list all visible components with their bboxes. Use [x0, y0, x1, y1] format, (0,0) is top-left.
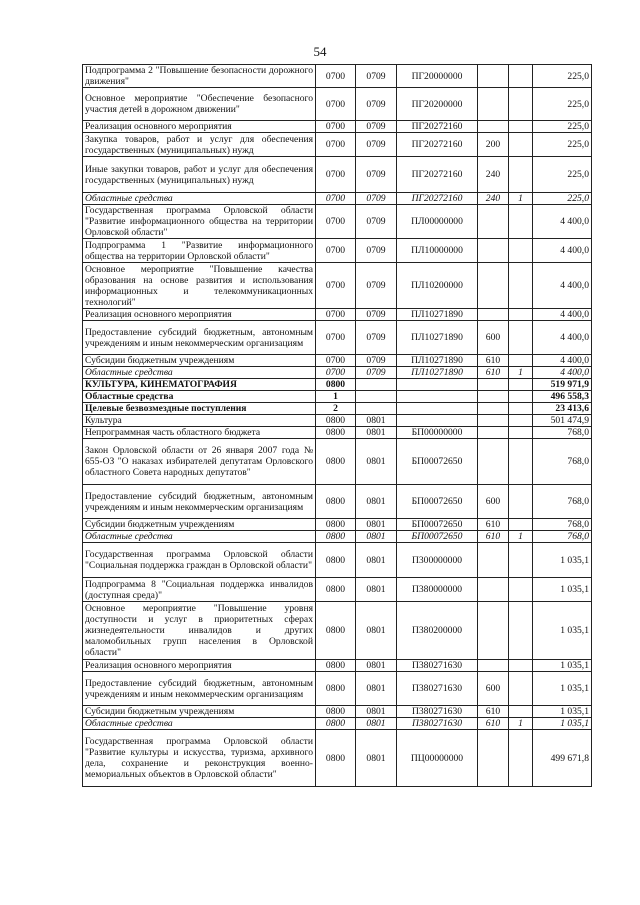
cell-expense-type: 610	[478, 519, 509, 531]
cell-subsection: 0709	[356, 65, 397, 88]
cell-target-article: БП00072650	[397, 519, 478, 531]
cell-target-article	[397, 391, 478, 403]
cell-amount: 4 400,0	[533, 367, 592, 379]
cell-expense-type: 240	[478, 193, 509, 205]
cell-subsection: 0709	[356, 367, 397, 379]
table-row	[83, 578, 592, 602]
cell-expense-type: 610	[478, 706, 509, 718]
cell-name: Областные средства	[83, 391, 316, 403]
cell-funding-source	[509, 391, 533, 403]
cell-subsection: 0801	[356, 672, 397, 706]
cell-section: 0800	[316, 660, 356, 672]
cell-amount: 1 035,1	[533, 602, 592, 660]
cell-subsection: 0801	[356, 519, 397, 531]
cell-name: Основное мероприятие "Повышение уровня доступности и услуг в приоритетных сферах жизнедеятельности инвалидов и других маломобильных групп населения в Орловской области"	[83, 602, 316, 660]
cell-funding-source: 1	[509, 718, 533, 730]
table-row	[83, 133, 592, 157]
cell-name: Государственная программа Орловской области "Развитие культуры и искусства, туризма, архивного дела, сохранение и реконструкция военно-мемориальных объектов в Орловской области"	[83, 730, 316, 787]
cell-amount: 4 400,0	[533, 239, 592, 263]
cell-target-article: ПГ20272160	[397, 133, 478, 157]
cell-target-article: ПЛ10271890	[397, 321, 478, 355]
cell-name: Субсидии бюджетным учреждениям	[83, 706, 316, 718]
cell-funding-source	[509, 88, 533, 121]
cell-name: Государственная программа Орловской области "Социальная поддержка граждан в Орловской области"	[83, 543, 316, 578]
cell-target-article: ПГ20272160	[397, 121, 478, 133]
table-row	[83, 415, 592, 427]
cell-name: Культура	[83, 415, 316, 427]
cell-expense-type: 240	[478, 157, 509, 193]
cell-subsection: 0801	[356, 485, 397, 519]
budget-table	[82, 64, 592, 787]
cell-name: Реализация основного мероприятия	[83, 660, 316, 672]
cell-target-article: ПГ20200000	[397, 88, 478, 121]
cell-funding-source	[509, 205, 533, 239]
cell-name: Предоставление субсидий бюджетным, автономным учреждениям и иным некоммерческим организациям	[83, 485, 316, 519]
cell-name: КУЛЬТУРА, КИНЕМАТОГРАФИЯ	[83, 379, 316, 391]
table-row	[83, 602, 592, 660]
cell-target-article: П380271630	[397, 660, 478, 672]
cell-amount: 496 558,3	[533, 391, 592, 403]
cell-name: Подпрограмма 8 "Социальная поддержка инвалидов (доступная среда)"	[83, 578, 316, 602]
cell-section: 0700	[316, 205, 356, 239]
cell-target-article: ПГ20272160	[397, 193, 478, 205]
cell-name: Реализация основного мероприятия	[83, 309, 316, 321]
cell-section: 2	[316, 403, 356, 415]
cell-target-article: ПЛ10271890	[397, 309, 478, 321]
cell-target-article: П380271630	[397, 706, 478, 718]
cell-amount: 4 400,0	[533, 205, 592, 239]
cell-expense-type: 600	[478, 321, 509, 355]
cell-amount: 768,0	[533, 485, 592, 519]
cell-expense-type	[478, 88, 509, 121]
cell-section: 0700	[316, 367, 356, 379]
table-row	[83, 367, 592, 379]
cell-funding-source	[509, 415, 533, 427]
cell-subsection: 0709	[356, 88, 397, 121]
table-row	[83, 519, 592, 531]
cell-expense-type	[478, 427, 509, 439]
cell-funding-source	[509, 730, 533, 787]
cell-amount: 23 413,6	[533, 403, 592, 415]
table-row	[83, 379, 592, 391]
cell-subsection: 0801	[356, 543, 397, 578]
cell-subsection	[356, 403, 397, 415]
table-row	[83, 88, 592, 121]
cell-amount: 225,0	[533, 121, 592, 133]
cell-target-article: ПЛ10271890	[397, 367, 478, 379]
cell-name: Субсидии бюджетным учреждениям	[83, 355, 316, 367]
cell-name: Предоставление субсидий бюджетным, автономным учреждениям и иным некоммерческим организациям	[83, 321, 316, 355]
cell-amount: 225,0	[533, 157, 592, 193]
cell-section: 0800	[316, 706, 356, 718]
cell-amount: 1 035,1	[533, 543, 592, 578]
cell-funding-source	[509, 706, 533, 718]
cell-section: 0800	[316, 519, 356, 531]
cell-section: 0800	[316, 602, 356, 660]
cell-amount: 1 035,1	[533, 706, 592, 718]
cell-amount: 4 400,0	[533, 309, 592, 321]
cell-subsection: 0801	[356, 415, 397, 427]
cell-name: Областные средства	[83, 718, 316, 730]
cell-funding-source	[509, 543, 533, 578]
cell-funding-source	[509, 355, 533, 367]
cell-funding-source	[509, 485, 533, 519]
cell-expense-type	[478, 543, 509, 578]
cell-name: Областные средства	[83, 367, 316, 379]
cell-funding-source	[509, 263, 533, 309]
table-row	[83, 531, 592, 543]
cell-section: 0800	[316, 427, 356, 439]
cell-target-article: БП00072650	[397, 485, 478, 519]
table-row	[83, 205, 592, 239]
cell-amount: 499 671,8	[533, 730, 592, 787]
cell-section: 0800	[316, 730, 356, 787]
cell-name: Подпрограмма 1 "Развитие информационного общества на территории Орловской области"	[83, 239, 316, 263]
cell-subsection: 0801	[356, 531, 397, 543]
table-row	[83, 309, 592, 321]
table-row	[83, 439, 592, 485]
cell-expense-type	[478, 660, 509, 672]
cell-target-article: П380200000	[397, 602, 478, 660]
cell-expense-type: 610	[478, 718, 509, 730]
cell-section: 0800	[316, 672, 356, 706]
table-row	[83, 718, 592, 730]
cell-expense-type	[478, 439, 509, 485]
cell-funding-source	[509, 157, 533, 193]
cell-expense-type	[478, 415, 509, 427]
cell-section: 0700	[316, 157, 356, 193]
cell-section: 0700	[316, 88, 356, 121]
cell-target-article	[397, 379, 478, 391]
table-row	[83, 65, 592, 88]
cell-amount: 1 035,1	[533, 672, 592, 706]
cell-expense-type	[478, 121, 509, 133]
table-row	[83, 239, 592, 263]
table-row	[83, 485, 592, 519]
cell-subsection: 0709	[356, 205, 397, 239]
cell-expense-type	[478, 379, 509, 391]
cell-funding-source	[509, 403, 533, 415]
cell-section: 0700	[316, 65, 356, 88]
cell-section: 0700	[316, 121, 356, 133]
table-row	[83, 427, 592, 439]
cell-expense-type: 610	[478, 531, 509, 543]
cell-section: 0800	[316, 718, 356, 730]
table-row	[83, 263, 592, 309]
cell-expense-type	[478, 391, 509, 403]
cell-amount: 1 035,1	[533, 578, 592, 602]
cell-subsection: 0709	[356, 193, 397, 205]
cell-target-article: ПЛ00000000	[397, 205, 478, 239]
cell-funding-source: 1	[509, 367, 533, 379]
cell-section: 0800	[316, 379, 356, 391]
cell-funding-source	[509, 379, 533, 391]
cell-target-article: БП00000000	[397, 427, 478, 439]
cell-section: 0700	[316, 309, 356, 321]
cell-amount: 768,0	[533, 531, 592, 543]
cell-name: Областные средства	[83, 193, 316, 205]
cell-name: Государственная программа Орловской области "Развитие информационного общества на территории Орловской области"	[83, 205, 316, 239]
cell-subsection: 0801	[356, 439, 397, 485]
cell-expense-type	[478, 263, 509, 309]
cell-subsection: 0801	[356, 427, 397, 439]
cell-section: 0700	[316, 193, 356, 205]
cell-section: 0800	[316, 543, 356, 578]
cell-subsection: 0709	[356, 309, 397, 321]
table-row	[83, 672, 592, 706]
cell-subsection: 0801	[356, 718, 397, 730]
cell-name: Подпрограмма 2 "Повышение безопасности дорожного движения"	[83, 65, 316, 88]
cell-target-article: ПЛ10200000	[397, 263, 478, 309]
cell-funding-source	[509, 439, 533, 485]
table-row	[83, 543, 592, 578]
cell-funding-source	[509, 427, 533, 439]
cell-name: Основное мероприятие "Повышение качества образования на основе развития и использования информационных и телекоммуникационных технологий"	[83, 263, 316, 309]
table-row	[83, 321, 592, 355]
cell-funding-source	[509, 519, 533, 531]
table-row	[83, 391, 592, 403]
cell-funding-source: 1	[509, 531, 533, 543]
cell-section: 0700	[316, 355, 356, 367]
cell-name: Субсидии бюджетным учреждениям	[83, 519, 316, 531]
cell-subsection: 0709	[356, 263, 397, 309]
cell-amount: 519 971,9	[533, 379, 592, 391]
table-row	[83, 403, 592, 415]
cell-amount: 4 400,0	[533, 263, 592, 309]
cell-expense-type: 610	[478, 355, 509, 367]
cell-expense-type: 600	[478, 485, 509, 519]
cell-subsection: 0709	[356, 239, 397, 263]
cell-amount: 4 400,0	[533, 355, 592, 367]
cell-amount: 1 035,1	[533, 718, 592, 730]
cell-subsection: 0801	[356, 706, 397, 718]
cell-target-article: ПЛ10271890	[397, 355, 478, 367]
cell-funding-source	[509, 602, 533, 660]
table-row	[83, 121, 592, 133]
cell-target-article: ПЦ00000000	[397, 730, 478, 787]
table-row	[83, 706, 592, 718]
cell-target-article: П300000000	[397, 543, 478, 578]
cell-funding-source	[509, 578, 533, 602]
table-row	[83, 193, 592, 205]
cell-expense-type	[478, 730, 509, 787]
cell-amount: 4 400,0	[533, 321, 592, 355]
cell-amount: 225,0	[533, 88, 592, 121]
cell-expense-type	[478, 403, 509, 415]
cell-target-article: ПГ20000000	[397, 65, 478, 88]
cell-subsection: 0801	[356, 730, 397, 787]
cell-name: Основное мероприятие "Обеспечение безопасного участия детей в дорожном движении"	[83, 88, 316, 121]
cell-target-article: ПГ20272160	[397, 157, 478, 193]
cell-section: 1	[316, 391, 356, 403]
cell-subsection	[356, 379, 397, 391]
cell-target-article: БП00072650	[397, 531, 478, 543]
table-row	[83, 660, 592, 672]
cell-subsection: 0709	[356, 321, 397, 355]
cell-section: 0700	[316, 133, 356, 157]
cell-target-article: П380271630	[397, 672, 478, 706]
cell-section: 0800	[316, 578, 356, 602]
page-number: 54	[313, 44, 327, 59]
cell-name: Целевые безвозмездные поступления	[83, 403, 316, 415]
cell-name: Закон Орловской области от 26 января 2007 года № 655-ОЗ "О наказах избирателей депутатам Орловского областного Совета народных депутатов"	[83, 439, 316, 485]
cell-section: 0800	[316, 439, 356, 485]
cell-amount: 225,0	[533, 133, 592, 157]
cell-section: 0700	[316, 239, 356, 263]
cell-target-article: ПЛ10000000	[397, 239, 478, 263]
cell-name: Закупка товаров, работ и услуг для обеспечения государственных (муниципальных) нужд	[83, 133, 316, 157]
cell-funding-source	[509, 309, 533, 321]
cell-subsection: 0709	[356, 121, 397, 133]
cell-subsection	[356, 391, 397, 403]
cell-name: Предоставление субсидий бюджетным, автономным учреждениям и иным некоммерческим организациям	[83, 672, 316, 706]
cell-amount: 768,0	[533, 427, 592, 439]
cell-amount: 225,0	[533, 193, 592, 205]
cell-target-article: П380271630	[397, 718, 478, 730]
cell-funding-source: 1	[509, 193, 533, 205]
cell-target-article	[397, 415, 478, 427]
cell-funding-source	[509, 660, 533, 672]
cell-funding-source	[509, 321, 533, 355]
cell-target-article	[397, 403, 478, 415]
cell-subsection: 0801	[356, 578, 397, 602]
cell-name: Непрограммная часть областного бюджета	[83, 427, 316, 439]
cell-section: 0800	[316, 415, 356, 427]
cell-subsection: 0709	[356, 157, 397, 193]
table-row	[83, 157, 592, 193]
cell-expense-type: 600	[478, 672, 509, 706]
cell-target-article: БП00072650	[397, 439, 478, 485]
cell-section: 0800	[316, 485, 356, 519]
cell-name: Областные средства	[83, 531, 316, 543]
cell-amount: 1 035,1	[533, 660, 592, 672]
table-row	[83, 355, 592, 367]
cell-subsection: 0709	[356, 133, 397, 157]
cell-funding-source	[509, 121, 533, 133]
cell-expense-type	[478, 65, 509, 88]
cell-expense-type	[478, 239, 509, 263]
cell-funding-source	[509, 239, 533, 263]
cell-expense-type	[478, 602, 509, 660]
cell-target-article: П380000000	[397, 578, 478, 602]
cell-amount: 768,0	[533, 519, 592, 531]
cell-expense-type	[478, 205, 509, 239]
cell-expense-type	[478, 309, 509, 321]
cell-funding-source	[509, 133, 533, 157]
cell-section: 0800	[316, 531, 356, 543]
cell-expense-type	[478, 578, 509, 602]
cell-funding-source	[509, 65, 533, 88]
cell-expense-type: 610	[478, 367, 509, 379]
cell-expense-type: 200	[478, 133, 509, 157]
cell-amount: 225,0	[533, 65, 592, 88]
cell-name: Иные закупки товаров, работ и услуг для обеспечения государственных (муниципальных) нужд	[83, 157, 316, 193]
table-row	[83, 730, 592, 787]
cell-subsection: 0801	[356, 660, 397, 672]
cell-section: 0700	[316, 263, 356, 309]
cell-funding-source	[509, 672, 533, 706]
cell-name: Реализация основного мероприятия	[83, 121, 316, 133]
cell-subsection: 0801	[356, 602, 397, 660]
cell-amount: 768,0	[533, 439, 592, 485]
cell-subsection: 0709	[356, 355, 397, 367]
cell-section: 0700	[316, 321, 356, 355]
cell-amount: 501 474,9	[533, 415, 592, 427]
